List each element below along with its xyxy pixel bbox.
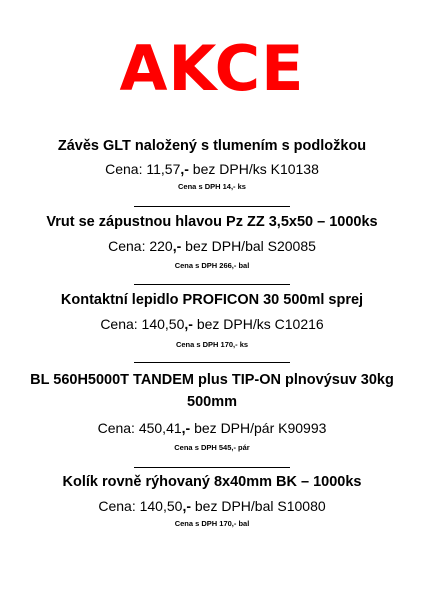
item-4-name-line1: BL 560H5000T TANDEM plus TIP-ON plnovýsuv 30kg: [30, 372, 394, 388]
price-value: Cena: 450,41: [97, 420, 182, 436]
item-1-vat-price: Cena s DPH 14,- ks: [178, 182, 246, 191]
item-3-name: Kontaktní lepidlo PROFICON 30 500ml sprej: [60, 292, 364, 308]
price-value: Cena: 140,50: [98, 498, 183, 514]
price-dash: ,-: [180, 161, 189, 177]
divider: [134, 362, 290, 363]
item-2-vat-price: Cena s DPH 266,- bal: [174, 261, 250, 270]
item-5-price: [0, 497, 424, 515]
price-dash: ,-: [172, 238, 182, 254]
item-2-price: [0, 237, 424, 255]
item-3-price: [0, 315, 424, 333]
price-details: bez DPH/pár K90993: [190, 420, 327, 436]
price-value: Cena: 220: [108, 238, 173, 254]
price-dash: ,-: [181, 420, 191, 436]
price-value: Cena: 140,50: [100, 316, 185, 332]
price-details: bez DPH/ks K10138: [188, 161, 319, 177]
price-details: bez DPH/bal S20085: [181, 238, 316, 254]
item-4-name-line2: 500mm: [187, 394, 237, 410]
item-4-vat-price: Cena s DPH 545,- pár: [174, 443, 250, 452]
page-title: AKCE: [119, 32, 305, 105]
price-dash: ,-: [184, 316, 193, 332]
divider: [134, 467, 290, 468]
item-1-name: Závěs GLT naložený s tlumením s podložkou: [57, 138, 367, 154]
item-4-price: [0, 419, 424, 437]
item-3-vat-price: Cena s DPH 170,- ks: [175, 340, 249, 349]
divider: [134, 284, 290, 285]
item-1-price: [0, 160, 424, 178]
item-2-name: Vrut se zápustnou hlavou Pz ZZ 3,5x50 – 1000ks: [46, 214, 378, 230]
price-details: bez DPH/bal S10080: [191, 498, 326, 514]
item-5-name: Kolík rovně rýhovaný 8x40mm BK – 1000ks: [62, 474, 362, 490]
price-details: bez DPH/ks C10216: [192, 316, 324, 332]
item-5-vat-price: Cena s DPH 170,- bal: [174, 519, 250, 528]
divider: [134, 206, 290, 207]
price-value: Cena: 11,57: [105, 161, 181, 177]
price-dash: ,-: [182, 498, 191, 514]
